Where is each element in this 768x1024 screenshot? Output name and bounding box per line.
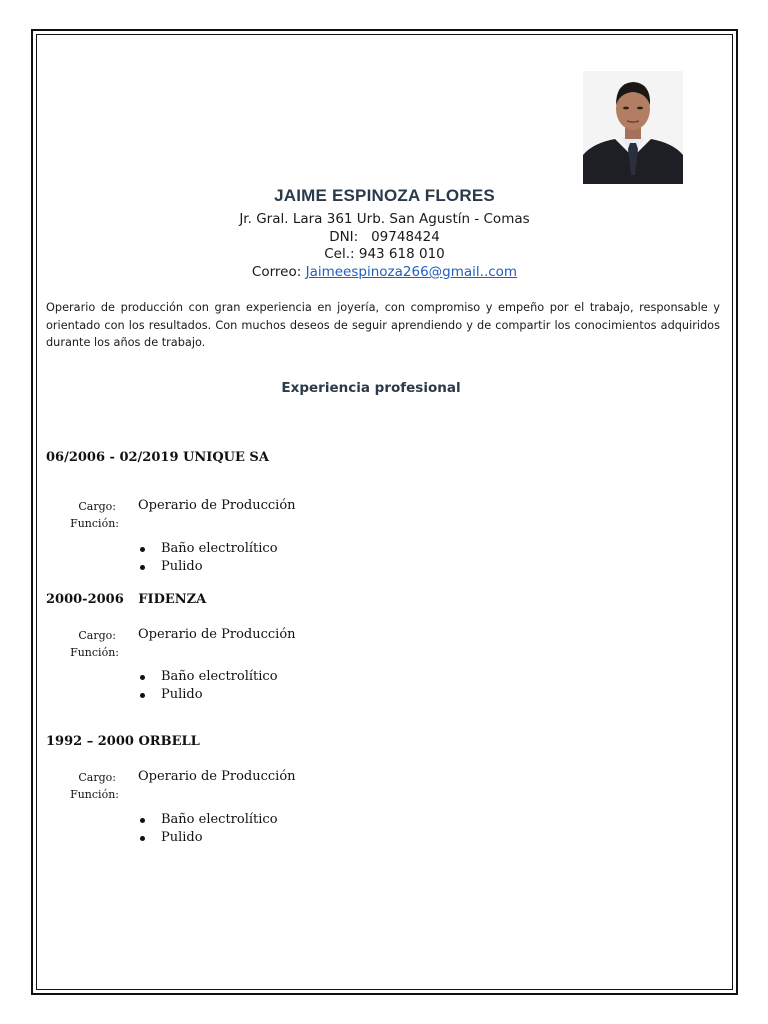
funcion-label: Función: bbox=[70, 517, 119, 530]
dni-label: DNI: bbox=[329, 229, 359, 245]
functions-list bbox=[134, 668, 278, 704]
list-item: Pulido bbox=[134, 686, 278, 704]
professional-summary: Operario de producción con gran experiencia en joyería, con compromiso y empeño por el trabajo, responsable y orientado con los resultados. Con muchos deseos de seguir aprendiendo y de compartir los conocimientos adquiridos durante los años de trabajo. bbox=[46, 301, 720, 349]
experience-section-title: Experiencia profesional bbox=[281, 380, 461, 396]
candidate-name: JAIME ESPINOZA FLORES bbox=[274, 186, 495, 205]
list-item: Baño electrolítico bbox=[134, 540, 278, 558]
cargo-label: Cargo: bbox=[78, 771, 116, 784]
job-heading bbox=[46, 592, 206, 607]
job-role: Operario de Producción bbox=[138, 769, 296, 784]
job-role: Operario de Producción bbox=[138, 498, 296, 513]
job-period: 06/2006 - 02/2019 bbox=[46, 450, 179, 465]
email-line bbox=[36, 263, 733, 281]
cargo-label: Cargo: bbox=[78, 500, 116, 513]
list-item: Baño electrolítico bbox=[134, 668, 278, 686]
functions-list bbox=[134, 540, 278, 576]
list-item: Pulido bbox=[134, 558, 278, 576]
list-item: Baño electrolítico bbox=[134, 811, 278, 829]
address: Jr. Gral. Lara 361 Urb. San Agustín - Comas bbox=[239, 211, 530, 227]
list-item: Pulido bbox=[134, 829, 278, 847]
profile-photo bbox=[583, 71, 683, 184]
job-period: 2000-2006 bbox=[46, 592, 124, 607]
phone: Cel.: 943 618 010 bbox=[324, 246, 445, 262]
dni-value: 09748424 bbox=[371, 229, 440, 245]
functions-list bbox=[134, 811, 278, 847]
email-link[interactable]: Jaimeespinoza266@gmail..com bbox=[305, 264, 518, 280]
cargo-label: Cargo: bbox=[78, 629, 116, 642]
dni-line bbox=[36, 228, 733, 246]
job-heading bbox=[46, 450, 269, 465]
job-company: FIDENZA bbox=[138, 592, 207, 607]
job-company: UNIQUE SA bbox=[183, 450, 269, 465]
funcion-label: Función: bbox=[70, 646, 119, 659]
job-role: Operario de Producción bbox=[138, 627, 296, 642]
email-label: Correo: bbox=[251, 264, 302, 280]
job-period: 1992 – 2000 bbox=[46, 734, 134, 749]
job-company: ORBELL bbox=[138, 734, 200, 749]
profile-photo-svg bbox=[583, 71, 683, 184]
funcion-label: Función: bbox=[70, 788, 119, 801]
job-heading bbox=[46, 734, 200, 749]
